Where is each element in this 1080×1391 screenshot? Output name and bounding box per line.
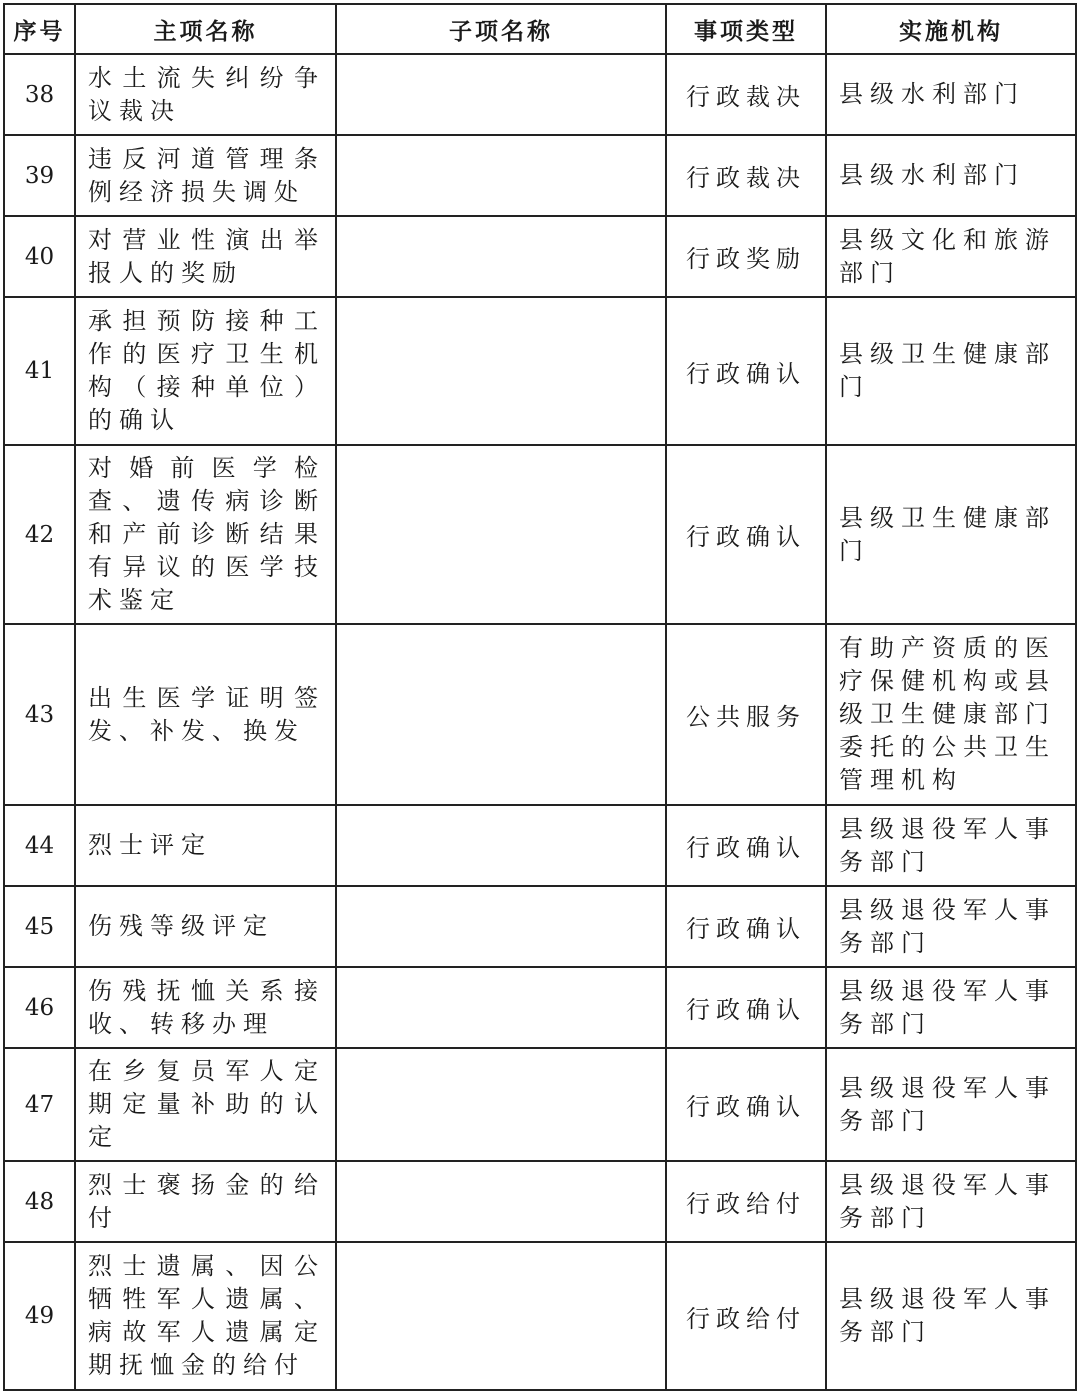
row-main-item: 在乡复员军人定期定量补助的认定 xyxy=(75,1048,336,1161)
row-type: 行政给付 xyxy=(666,1161,826,1242)
row-sub-item xyxy=(336,445,666,624)
row-type: 行政给付 xyxy=(666,1242,826,1390)
row-org: 县级退役军人事务部门 xyxy=(826,805,1076,886)
row-org: 县级卫生健康部门 xyxy=(826,445,1076,624)
row-org: 有助产资质的医疗保健机构或县级卫生健康部门委托的公共卫生管理机构 xyxy=(826,624,1076,805)
table-row xyxy=(4,1161,1076,1242)
row-sub-item xyxy=(336,54,666,135)
row-org: 县级水利部门 xyxy=(826,54,1076,135)
row-org: 县级退役军人事务部门 xyxy=(826,1048,1076,1161)
row-no: 41 xyxy=(4,297,75,445)
row-org: 县级退役军人事务部门 xyxy=(826,1161,1076,1242)
row-sub-item xyxy=(336,297,666,445)
header-main-item: 主项名称 xyxy=(75,4,336,54)
row-org: 县级退役军人事务部门 xyxy=(826,967,1076,1048)
header-row xyxy=(4,4,1076,54)
row-main-item: 烈士褒扬金的给付 xyxy=(75,1161,336,1242)
row-no: 49 xyxy=(4,1242,75,1390)
row-no: 42 xyxy=(4,445,75,624)
row-no: 38 xyxy=(4,54,75,135)
table-row xyxy=(4,967,1076,1048)
row-org: 县级退役军人事务部门 xyxy=(826,1242,1076,1390)
table-row xyxy=(4,624,1076,805)
row-sub-item xyxy=(336,886,666,967)
header-org: 实施机构 xyxy=(826,4,1076,54)
row-org: 县级水利部门 xyxy=(826,135,1076,216)
row-main-item: 违反河道管理条例经济损失调处 xyxy=(75,135,336,216)
row-main-item: 出生医学证明签发、补发、换发 xyxy=(75,624,336,805)
row-no: 45 xyxy=(4,886,75,967)
row-sub-item xyxy=(336,1048,666,1161)
row-sub-item xyxy=(336,1242,666,1390)
row-type: 行政确认 xyxy=(666,805,826,886)
row-sub-item xyxy=(336,967,666,1048)
row-main-item: 对营业性演出举报人的奖励 xyxy=(75,216,336,297)
table-row xyxy=(4,297,1076,445)
table-row xyxy=(4,886,1076,967)
row-main-item: 伤残等级评定 xyxy=(75,886,336,967)
row-type: 行政确认 xyxy=(666,967,826,1048)
row-type: 行政确认 xyxy=(666,886,826,967)
header-type: 事项类型 xyxy=(666,4,826,54)
row-main-item: 伤残抚恤关系接收、转移办理 xyxy=(75,967,336,1048)
row-no: 39 xyxy=(4,135,75,216)
row-sub-item xyxy=(336,624,666,805)
row-sub-item xyxy=(336,135,666,216)
table-row xyxy=(4,135,1076,216)
row-main-item: 承担预防接种工作的医疗卫生机构（接种单位）的确认 xyxy=(75,297,336,445)
row-no: 46 xyxy=(4,967,75,1048)
row-type: 公共服务 xyxy=(666,624,826,805)
row-type: 行政裁决 xyxy=(666,135,826,216)
row-sub-item xyxy=(336,216,666,297)
table-row xyxy=(4,54,1076,135)
row-main-item: 对婚前医学检查、遗传病诊断和产前诊断结果有异议的医学技术鉴定 xyxy=(75,445,336,624)
row-no: 43 xyxy=(4,624,75,805)
table-row xyxy=(4,1048,1076,1161)
row-type: 行政确认 xyxy=(666,297,826,445)
header-sub-item: 子项名称 xyxy=(336,4,666,54)
row-no: 47 xyxy=(4,1048,75,1161)
row-no: 44 xyxy=(4,805,75,886)
table-row xyxy=(4,805,1076,886)
row-sub-item xyxy=(336,1161,666,1242)
row-main-item: 水土流失纠纷争议裁决 xyxy=(75,54,336,135)
header-no: 序号 xyxy=(4,4,75,54)
items-table xyxy=(3,3,1077,1391)
row-type: 行政奖励 xyxy=(666,216,826,297)
row-sub-item xyxy=(336,805,666,886)
row-type: 行政确认 xyxy=(666,445,826,624)
table-row xyxy=(4,1242,1076,1390)
row-type: 行政裁决 xyxy=(666,54,826,135)
table-row xyxy=(4,216,1076,297)
row-org: 县级退役军人事务部门 xyxy=(826,886,1076,967)
row-main-item: 烈士评定 xyxy=(75,805,336,886)
table-row xyxy=(4,445,1076,624)
row-no: 48 xyxy=(4,1161,75,1242)
row-org: 县级卫生健康部门 xyxy=(826,297,1076,445)
row-main-item: 烈士遗属、因公牺牲军人遗属、病故军人遗属定期抚恤金的给付 xyxy=(75,1242,336,1390)
row-type: 行政确认 xyxy=(666,1048,826,1161)
row-org: 县级文化和旅游部门 xyxy=(826,216,1076,297)
row-no: 40 xyxy=(4,216,75,297)
